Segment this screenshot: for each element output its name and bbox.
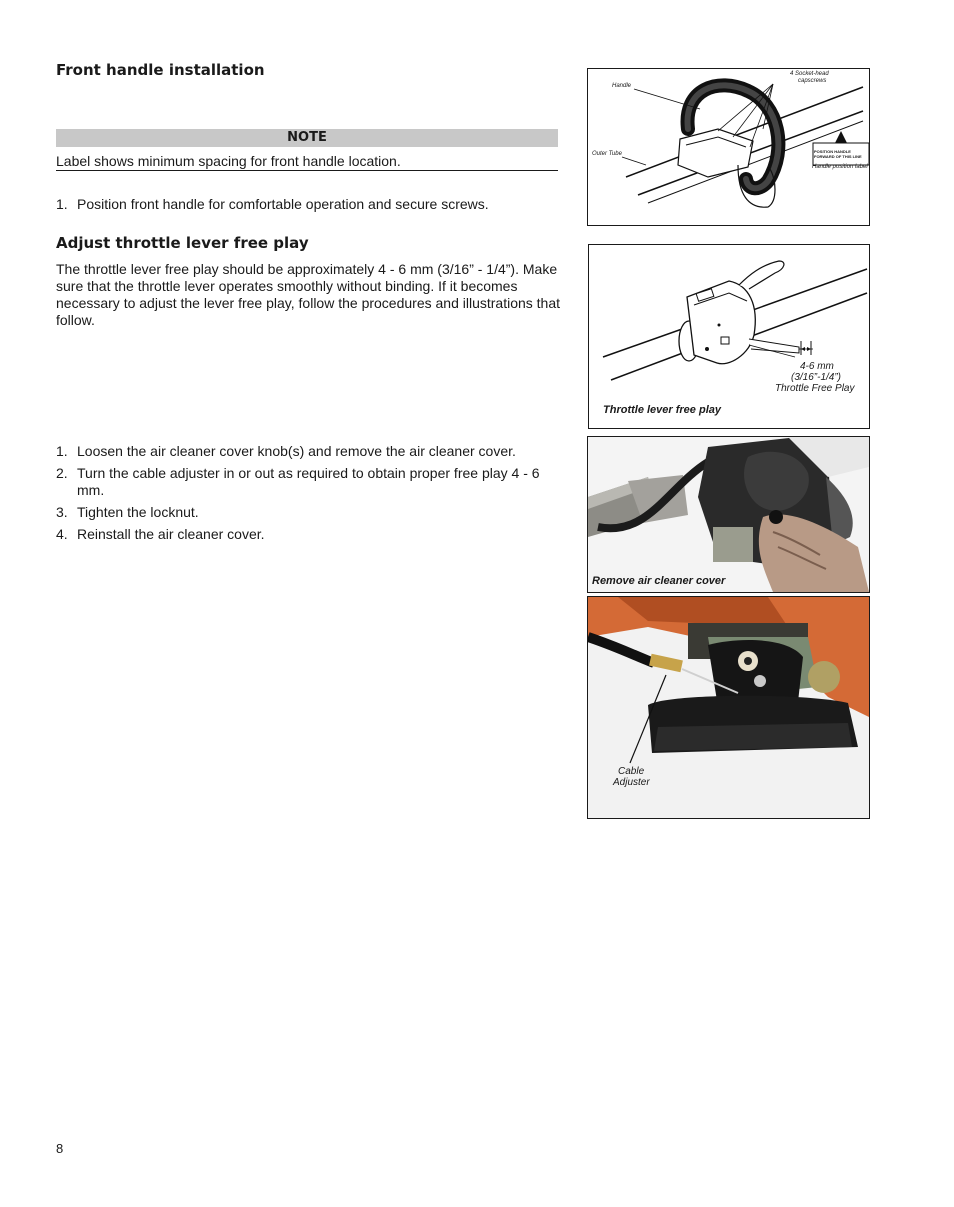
note-text: Label shows minimum spacing for front handle location. <box>56 153 401 169</box>
position-label: Handle position label <box>812 164 868 170</box>
note-title: NOTE <box>56 129 558 147</box>
throttle-illustration <box>589 245 869 428</box>
note-divider <box>56 170 558 171</box>
handle-label: Handle <box>612 83 632 89</box>
list-item <box>56 465 546 499</box>
screws-label-line2: capscrews <box>798 78 827 84</box>
throttle-figure <box>588 244 870 429</box>
adjust-steps <box>56 443 546 548</box>
cable-adjuster-photo <box>587 596 870 819</box>
outer-tube-label: Outer Tube <box>592 151 622 157</box>
step-text: Tighten the locknut. <box>77 504 199 520</box>
front-handle-illustration <box>588 69 869 225</box>
sticker-line1: POSITION HANDLE <box>814 149 851 154</box>
air-cleaner-caption: Remove air cleaner cover <box>592 575 726 587</box>
step-number: 1. <box>56 443 68 459</box>
step-text: Loosen the air cleaner cover knob(s) and remove the air cleaner cover. <box>77 443 516 459</box>
throttle-caption: Throttle lever free play <box>603 404 721 416</box>
front-handle-figure <box>587 68 870 226</box>
freeplay-mm-label: 4-6 mm <box>800 361 834 372</box>
step-text: Reinstall the air cleaner cover. <box>77 526 265 542</box>
cable-label: Cable <box>618 766 645 777</box>
step-number: 4. <box>56 526 68 542</box>
list-item <box>56 196 566 213</box>
adjuster-label: Adjuster <box>613 777 650 788</box>
step-number: 2. <box>56 465 68 481</box>
air-cleaner-photo <box>587 436 870 593</box>
step-number: 1. <box>56 196 68 212</box>
screws-label-line1: 4 Socket-head <box>790 71 829 77</box>
step-text: Position front handle for comfortable operation and secure screws. <box>77 196 489 212</box>
sticker-line2: FORWARD OF THIS LINE <box>814 154 862 159</box>
freeplay-title-label: Throttle Free Play <box>775 383 855 394</box>
handle-steps <box>56 196 566 218</box>
page-number: 8 <box>56 1141 64 1156</box>
list-item <box>56 504 546 521</box>
step-text: Turn the cable adjuster in or out as required to obtain proper free play 4 - 6 mm. <box>77 465 540 498</box>
list-item <box>56 443 546 460</box>
freeplay-inch-label: (3/16”-1/4”) <box>791 372 842 383</box>
step-number: 3. <box>56 504 68 520</box>
front-handle-heading: Front handle installation <box>56 61 265 79</box>
throttle-heading: Adjust throttle lever free play <box>56 234 309 252</box>
throttle-paragraph: The throttle lever free play should be approximately 4 - 6 mm (3/16” - 1/4”). Make sure that the throttle lever operates smoothly without binding. If it becomes necessary to adjust the lever free play, follow the procedures and illustrations that follow. <box>56 261 561 328</box>
list-item <box>56 526 546 543</box>
air-cleaner-photo-image <box>588 437 869 592</box>
